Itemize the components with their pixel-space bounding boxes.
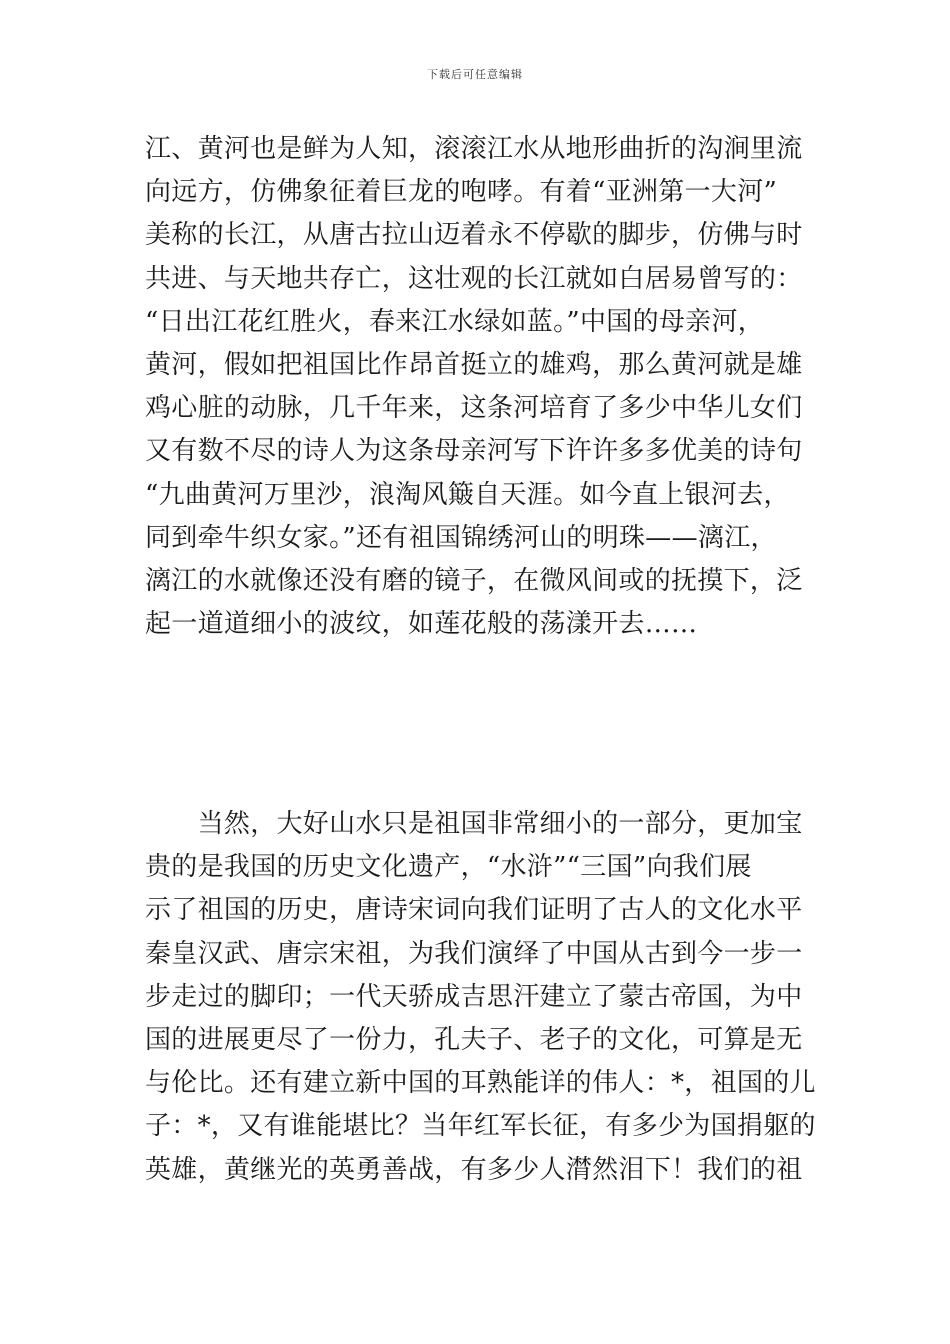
- text-line: 共进、与天地共存亡，这壮观的长江就如白居易曾写的：: [145, 263, 803, 294]
- text-line: 示了祖国的历史，唐诗宋词向我们证明了古人的文化水平: [145, 895, 803, 926]
- text-line: 向远方，仿佛象征着巨龙的咆哮。有着“亚洲第一大河”: [145, 177, 778, 208]
- text-line: “九曲黄河万里沙，浪淘风簸自天涯。如今直上银河去，: [145, 479, 790, 510]
- text-line: 贵的是我国的历史文化遗产，“水浒”“三国”向我们展: [145, 852, 752, 883]
- text-line: 黄河，假如把祖国比作昂首挺立的雄鸡，那么黄河就是雄: [145, 349, 803, 380]
- page-header: 下载后可任意编辑: [427, 68, 523, 81]
- text-line: 当然，大好山水只是祖国非常细小的一部分，更加宝: [145, 809, 803, 839]
- paragraph-1: [145, 128, 815, 646]
- text-line: 同到牵牛织女家。”还有祖国锦绣河山的明珠——漓江，: [145, 522, 777, 553]
- text-line: 步走过的脚印；一代天骄成吉思汗建立了蒙古帝国，为中: [145, 981, 803, 1012]
- text-line: 与伦比。还有建立新中国的耳熟能详的伟人：*，祖国的儿: [145, 1068, 816, 1099]
- text-line: “日出江花红胜火，春来江水绿如蓝。”中国的母亲河，: [145, 306, 765, 337]
- text-line: 秦皇汉武、唐宗宋祖，为我们演绎了中国从古到今一步一: [145, 938, 803, 969]
- text-line: 子：*，又有谁能堪比？当年红军长征，有多少为国捐躯的: [145, 1111, 816, 1142]
- text-line: 英雄，黄继光的英勇善战，有多少人潸然泪下！我们的祖: [145, 1154, 803, 1185]
- text-line: 鸡心脏的动脉，几千年来，这条河培育了多少中华儿女们: [145, 393, 803, 424]
- text-line: 江、黄河也是鲜为人知，滚滚江水从地形曲折的沟涧里流: [145, 134, 803, 164]
- text-line: 起一道道细小的波纹，如莲花般的荡漾开去……: [145, 609, 698, 640]
- text-line: 美称的长江，从唐古拉山迈着永不停歇的脚步，仿佛与时: [145, 220, 803, 251]
- text-line: 国的进展更尽了一份力，孔夫子、老子的文化，可算是无: [145, 1024, 803, 1055]
- paragraph-2: [145, 803, 815, 1192]
- text-line: 漓江的水就像还没有磨的镜子，在微风间或的抚摸下，泛: [145, 565, 803, 596]
- text-line: 又有数不尽的诗人为这条母亲河写下许许多多优美的诗句: [145, 436, 803, 467]
